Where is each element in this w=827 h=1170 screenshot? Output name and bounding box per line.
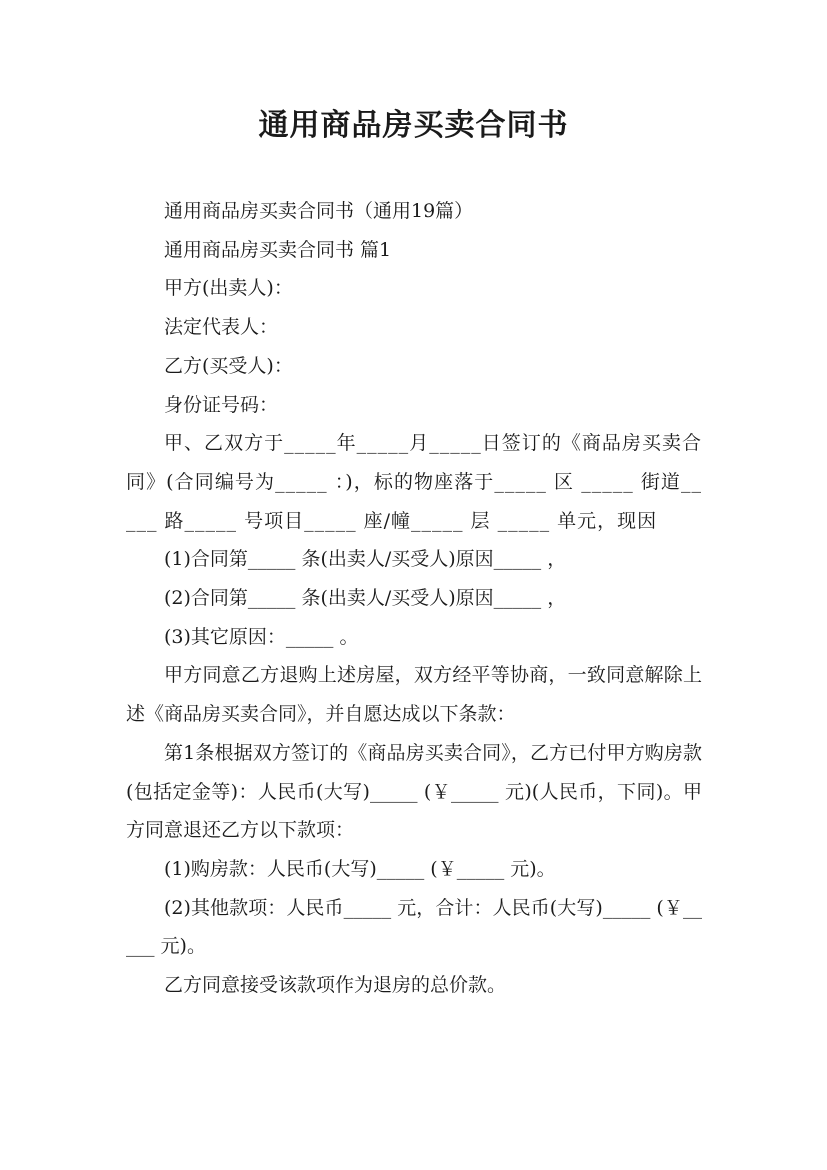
document-title: 通用商品房买卖合同书 [258,108,569,143]
paragraph-party-a: 甲方(出卖人)： [164,277,293,300]
paragraph-party-b: 乙方(买受人)： [164,354,293,377]
document-body [126,192,702,1005]
paragraph-refund-1: (1)购房款：人民币(大写)_____ (￥_____ 元)。 [164,857,556,880]
paragraph-legal-rep: 法定代表人： [164,316,279,339]
paragraph-reason-3: (3)其它原因：_____ 。 [164,625,359,648]
paragraph-id-number: 身份证号码： [164,393,279,416]
paragraph-reason-1: (1)合同第_____ 条(出卖人/买受人)原因_____ ， [164,548,567,571]
paragraph-agreement: 甲方同意乙方退购上述房屋，双方经平等协商，一致同意解除上述《商品房买卖合同》，并自愿达成以下条款： [126,664,702,726]
paragraph-heading: 通用商品房买卖合同书（通用19篇） [164,200,474,222]
paragraph-contract-intro: 甲、乙双方于_____年_____月_____日签订的《商品房买卖合同》(合同编号为_____ ：)，标的物座落于_____ 区 _____ 街道_____ 路_____ 号项目_____ 座/幢_____ 层 _____ 单元，现因 [126,432,702,532]
paragraph-article-1: 第1条根据双方签订的《商品房买卖合同》，乙方已付甲方购房款(包括定金等)：人民币(大写)_____ (￥_____ 元)(人民币，下同)。甲方同意退还乙方以下款项： [126,741,702,842]
paragraph-acceptance: 乙方同意接受该款项作为退房的总价款。 [164,974,507,997]
paragraph-refund-2: (2)其他款项：人民币_____ 元，合计：人民币(大写)_____ (￥_____ 元)。 [126,896,702,958]
paragraph-reason-2: (2)合同第_____ 条(出卖人/买受人)原因_____ ， [164,587,567,610]
paragraph-section-title: 通用商品房买卖合同书 篇1 [164,238,392,261]
